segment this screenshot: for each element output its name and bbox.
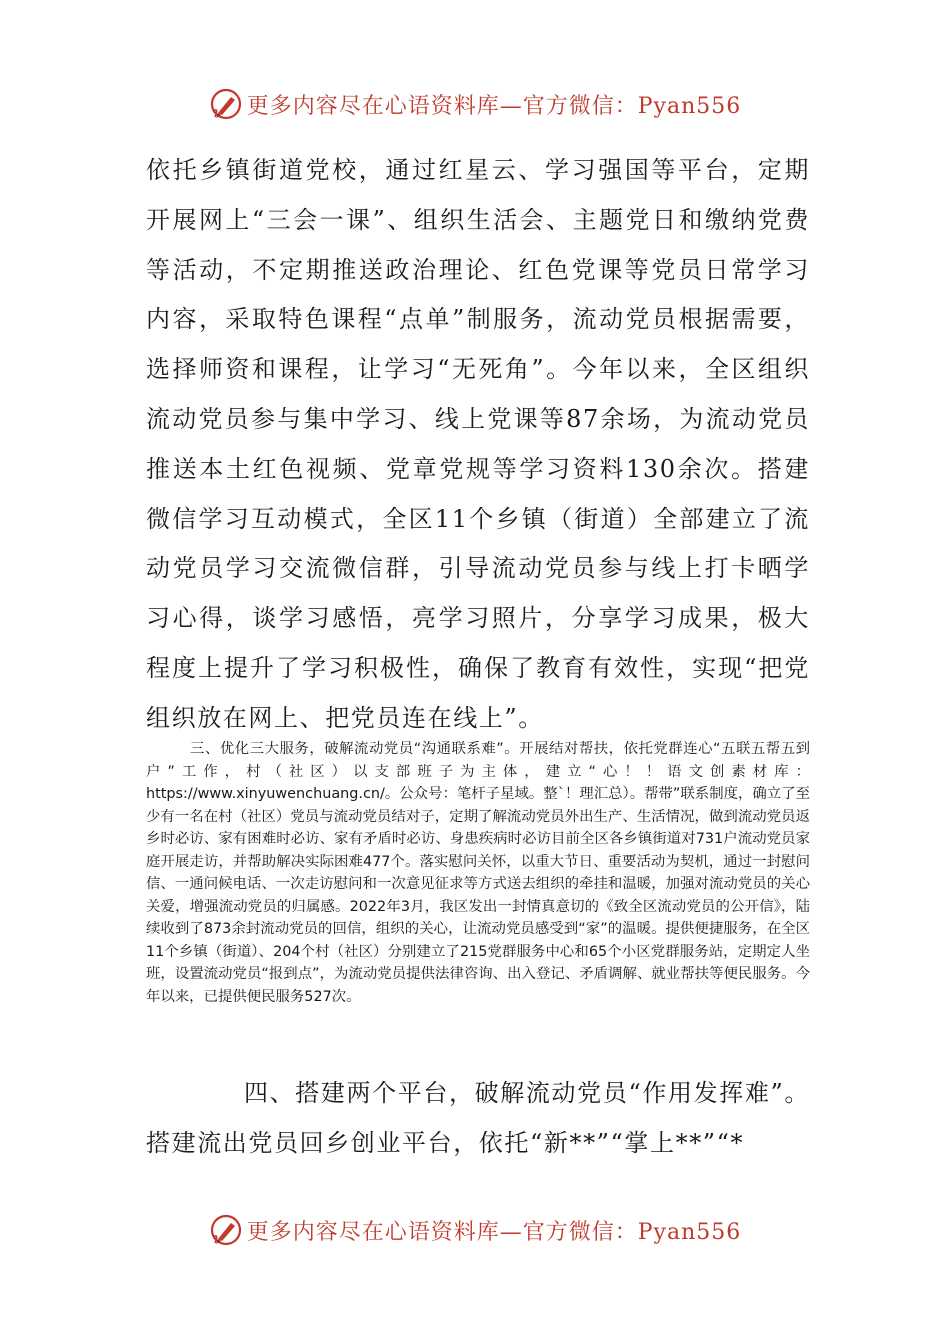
pen-logo-icon xyxy=(209,1213,243,1247)
header-banner-text: 更多内容尽在心语资料库—官方微信：Pyan556 xyxy=(246,93,742,119)
body-paragraph-1: 依托乡镇街道党校，通过红星云、学习强国等平台，定期开展网上“三会一课”、组织生活会、主题党日和缴纳党费等活动，不定期推送政治理论、红色党课等党员日常学习内容，采取特色课程“点单”制服务，流动党员根据需要，选择师资和课程，让学习“无死角”。今年以来，全区组织流动党员参与集中学习、线上党课等87余场，为流动党员推送本土红色视频、党章党规等学习资料130余次。搭建微信学习互动模式，全区11个乡镇（街道）全部建立了流动党员学习交流微信群，引导流动党员参与线上打卡晒学习心得，谈学习感悟，亮学习照片，分享学习成果，极大程度上提升了学习积极性，确保了教育有效性，实现“把党组织放在网上、把党员连在线上”。 xyxy=(146,156,810,732)
footer-banner-text: 更多内容尽在心语资料库—官方微信：Pyan556 xyxy=(246,1219,742,1245)
body-paragraph-3: 四、搭建两个平台，破解流动党员“作用发挥难”。搭建流出党员回乡创业平台，依托“新**”“掌上**”“* xyxy=(146,1079,810,1157)
pen-logo-icon xyxy=(209,87,243,121)
header-banner xyxy=(0,80,950,128)
footer-banner xyxy=(0,1206,950,1254)
body-paragraph-2: 三、优化三大服务，破解流动党员“沟通联系难”。开展结对帮扶，依托党群连心“五联五帮五到户”工作，村（社区）以支部班子为主体，建立“心！！语文创素材库：https://www.xinyuwenchuang.cn/。公众号：笔杆子星域。整`！理汇总）。帮带”联系制度，确立了至少有一名在村（社区）党员与流动党员结对子，定期了解流动党员外出生产、生活情况，做到流动党员返乡时必访、家有困难时必访、家有矛盾时必访、身患疾病时必访目前全区各乡镇街道对731户流动党员家庭开展走访，并帮助解决实际困难477个。落实慰问关怀，以重大节日、重要活动为契机，通过一封慰问信、一通问候电话、一次走访慰问和一次意见征求等方式送去组织的牵挂和温暖，加强对流动党员的关心关爱，增强流动党员的归属感。2022年3月，我区发出一封情真意切的《致全区流动党员的公开信》，陆续收到了873余封流动党员的回信，组织的关心，让流动党员感受到“家”的温暖。提供便捷服务，在全区11个乡镇（街道）、204个村（社区）分别建立了215党群服务中心和65个小区党群服务站，定期定人坐班，设置流动党员“报到点”，为流动党员提供法律咨询、出入登记、矛盾调解、就业帮扶等便民服务。今年以来，已提供便民服务527次。 xyxy=(146,741,810,1005)
